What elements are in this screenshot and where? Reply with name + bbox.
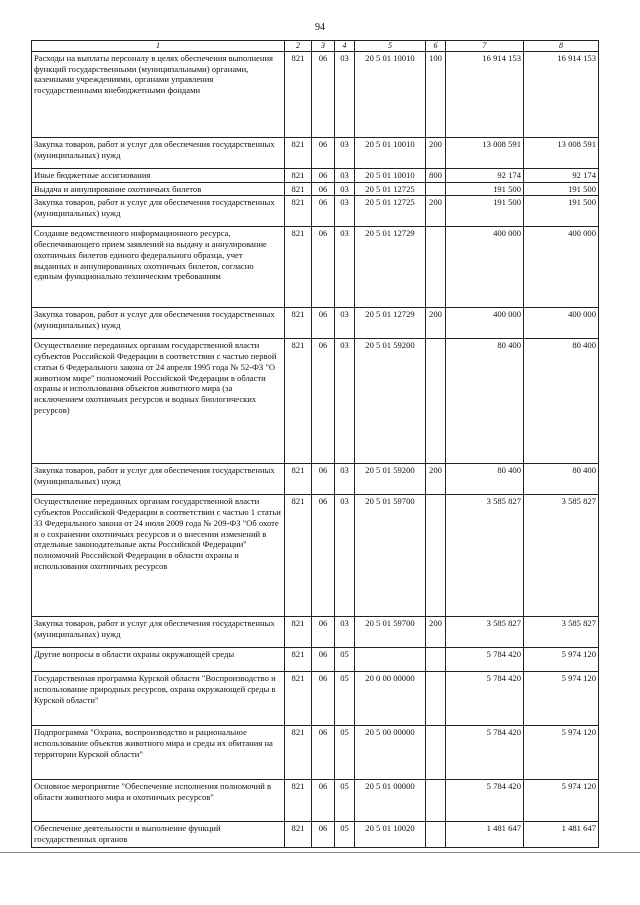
col-header-sum-year1: 7 [446, 41, 524, 52]
row-sum-year1: 16 914 153 [446, 52, 524, 138]
row-sum-year1: 13 008 591 [446, 138, 524, 169]
row-name: Выдача и аннулирование охотничьих билетов [32, 182, 285, 196]
row-subsection: 03 [335, 495, 355, 617]
row-grbs: 821 [285, 648, 312, 672]
table-row [32, 182, 599, 196]
col-header-grbs: 2 [285, 41, 312, 52]
row-section: 06 [312, 780, 335, 822]
row-sum-year1: 400 000 [446, 308, 524, 339]
row-sum-year2: 5 974 120 [524, 648, 599, 672]
row-sum-year1: 400 000 [446, 227, 524, 308]
row-target-article: 20 5 01 00000 [355, 780, 426, 822]
row-sum-year2: 13 008 591 [524, 138, 599, 169]
row-subsection: 05 [335, 672, 355, 726]
row-name: Осуществление переданных органам государственной власти субъектов Российской Федерации в соответствии с частью 1 статьи 33 Федерального закона от 24 июля 2009 года № 209-ФЗ "Об охоте и о сохранении охотничьих ресурсов и о внесении изменений в отдельные законодательные акты Российской Федерации" полномочий Российской Федерации в области охраны и использования охотничьих ресурсов [32, 495, 285, 617]
row-grbs: 821 [285, 495, 312, 617]
row-expense-type [426, 648, 446, 672]
row-expense-type [426, 780, 446, 822]
row-subsection: 03 [335, 339, 355, 464]
col-header-target-article: 5 [355, 41, 426, 52]
row-expense-type: 800 [426, 169, 446, 183]
row-section: 06 [312, 169, 335, 183]
table-row [32, 495, 599, 617]
col-header-sum-year2: 8 [524, 41, 599, 52]
row-section: 06 [312, 196, 335, 227]
row-target-article [355, 648, 426, 672]
row-grbs: 821 [285, 308, 312, 339]
row-sum-year1: 3 585 827 [446, 617, 524, 648]
row-section: 06 [312, 495, 335, 617]
row-sum-year2: 3 585 827 [524, 495, 599, 617]
row-name: Другие вопросы в области охраны окружающей среды [32, 648, 285, 672]
table-row [32, 138, 599, 169]
row-expense-type [426, 182, 446, 196]
row-sum-year1: 5 784 420 [446, 672, 524, 726]
row-target-article: 20 5 01 10010 [355, 169, 426, 183]
row-grbs: 821 [285, 464, 312, 495]
row-subsection: 03 [335, 464, 355, 495]
table-row [32, 648, 599, 672]
row-section: 06 [312, 648, 335, 672]
row-section: 06 [312, 308, 335, 339]
row-expense-type [426, 672, 446, 726]
row-section: 06 [312, 726, 335, 780]
row-grbs: 821 [285, 169, 312, 183]
row-sum-year1: 80 400 [446, 464, 524, 495]
row-section: 06 [312, 227, 335, 308]
row-subsection: 03 [335, 52, 355, 138]
row-sum-year2: 1 481 647 [524, 822, 599, 848]
row-target-article: 20 5 01 10010 [355, 138, 426, 169]
row-sum-year2: 92 174 [524, 169, 599, 183]
row-target-article: 20 5 01 10020 [355, 822, 426, 848]
row-subsection: 05 [335, 648, 355, 672]
row-section: 06 [312, 464, 335, 495]
row-name: Закупка товаров, работ и услуг для обеспечения государственных (муниципальных) нужд [32, 196, 285, 227]
row-subsection: 05 [335, 726, 355, 780]
row-target-article: 20 5 01 12729 [355, 308, 426, 339]
row-name: Закупка товаров, работ и услуг для обеспечения государственных (муниципальных) нужд [32, 617, 285, 648]
row-subsection: 03 [335, 227, 355, 308]
row-grbs: 821 [285, 780, 312, 822]
table-row [32, 726, 599, 780]
row-expense-type [426, 495, 446, 617]
row-sum-year2: 5 974 120 [524, 726, 599, 780]
page-bottom-rule [0, 852, 640, 853]
row-section: 06 [312, 52, 335, 138]
row-sum-year1: 92 174 [446, 169, 524, 183]
row-name: Основное мероприятие "Обеспечение исполнения полномочий в области животного мира и охотничьих ресурсов" [32, 780, 285, 822]
col-header-name: 1 [32, 41, 285, 52]
row-sum-year1: 1 481 647 [446, 822, 524, 848]
row-expense-type: 100 [426, 52, 446, 138]
row-expense-type: 200 [426, 617, 446, 648]
row-grbs: 821 [285, 227, 312, 308]
row-target-article: 20 5 01 12729 [355, 227, 426, 308]
row-sum-year2: 80 400 [524, 464, 599, 495]
row-expense-type [426, 339, 446, 464]
row-sum-year2: 400 000 [524, 227, 599, 308]
budget-table [31, 40, 599, 848]
row-name: Обеспечение деятельности и выполнение функций государственных органов [32, 822, 285, 848]
row-sum-year2: 191 500 [524, 196, 599, 227]
row-grbs: 821 [285, 822, 312, 848]
row-grbs: 821 [285, 617, 312, 648]
row-name: Закупка товаров, работ и услуг для обеспечения государственных (муниципальных) нужд [32, 308, 285, 339]
row-target-article: 20 5 01 59200 [355, 464, 426, 495]
row-target-article: 20 0 00 00000 [355, 672, 426, 726]
row-sum-year2: 16 914 153 [524, 52, 599, 138]
row-target-article: 20 5 01 10010 [355, 52, 426, 138]
row-sum-year1: 191 500 [446, 196, 524, 227]
row-name: Иные бюджетные ассигнования [32, 169, 285, 183]
col-header-subsection: 4 [335, 41, 355, 52]
row-subsection: 03 [335, 308, 355, 339]
row-sum-year2: 400 000 [524, 308, 599, 339]
row-grbs: 821 [285, 339, 312, 464]
row-subsection: 03 [335, 169, 355, 183]
row-expense-type: 200 [426, 308, 446, 339]
row-section: 06 [312, 182, 335, 196]
row-section: 06 [312, 138, 335, 169]
table-row [32, 339, 599, 464]
table-row [32, 169, 599, 183]
row-target-article: 20 5 01 59200 [355, 339, 426, 464]
row-grbs: 821 [285, 672, 312, 726]
column-header-row [32, 41, 599, 52]
table-row [32, 617, 599, 648]
col-header-section: 3 [312, 41, 335, 52]
row-subsection: 05 [335, 822, 355, 848]
row-sum-year2: 191 500 [524, 182, 599, 196]
row-name: Расходы на выплаты персоналу в целях обеспечения выполнения функций государственными (муниципальными) органами, казенными учреждениями, органами управления государственными внебюджетными фондами [32, 52, 285, 138]
row-name: Закупка товаров, работ и услуг для обеспечения государственных (муниципальных) нужд [32, 138, 285, 169]
row-name: Государственная программа Курской области "Воспроизводство и использование природных ресурсов, охрана окружающей среды в Курской области" [32, 672, 285, 726]
row-grbs: 821 [285, 726, 312, 780]
row-expense-type [426, 227, 446, 308]
row-sum-year1: 5 784 420 [446, 726, 524, 780]
table-row [32, 52, 599, 138]
row-sum-year1: 5 784 420 [446, 780, 524, 822]
row-subsection: 03 [335, 138, 355, 169]
row-grbs: 821 [285, 196, 312, 227]
row-target-article: 20 5 01 12725 [355, 182, 426, 196]
row-target-article: 20 5 01 59700 [355, 495, 426, 617]
table-row [32, 672, 599, 726]
row-sum-year2: 5 974 120 [524, 672, 599, 726]
row-target-article: 20 5 00 00000 [355, 726, 426, 780]
table-row [32, 780, 599, 822]
row-expense-type [426, 822, 446, 848]
row-sum-year1: 3 585 827 [446, 495, 524, 617]
row-grbs: 821 [285, 138, 312, 169]
row-section: 06 [312, 822, 335, 848]
table-row [32, 308, 599, 339]
table-row [32, 822, 599, 848]
row-section: 06 [312, 672, 335, 726]
row-grbs: 821 [285, 182, 312, 196]
row-subsection: 03 [335, 196, 355, 227]
table-row [32, 196, 599, 227]
row-target-article: 20 5 01 59700 [355, 617, 426, 648]
table-row [32, 464, 599, 495]
table-body [32, 52, 599, 848]
row-section: 06 [312, 617, 335, 648]
row-expense-type: 200 [426, 196, 446, 227]
table-row [32, 227, 599, 308]
row-sum-year2: 3 585 827 [524, 617, 599, 648]
page-number: 94 [315, 22, 325, 33]
row-sum-year1: 5 784 420 [446, 648, 524, 672]
row-grbs: 821 [285, 52, 312, 138]
row-subsection: 03 [335, 182, 355, 196]
row-expense-type: 200 [426, 464, 446, 495]
row-name: Подпрограмма "Охрана, воспроизводство и рациональное использование объектов животного мира и среды их обитания на территории Курской области" [32, 726, 285, 780]
row-sum-year1: 80 400 [446, 339, 524, 464]
col-header-expense-type: 6 [426, 41, 446, 52]
row-expense-type: 200 [426, 138, 446, 169]
row-name: Осуществление переданных органам государственной власти субъектов Российской Федерации в соответствии с частью первой статьи 6 Федерального закона от 24 апреля 1995 года № 52-ФЗ "О животном мире" полномочий Российской Федерации в области охраны и использования объектов животного мира (за исключением охотничьих ресурсов и водных биологических ресурсов) [32, 339, 285, 464]
row-section: 06 [312, 339, 335, 464]
row-sum-year2: 5 974 120 [524, 780, 599, 822]
row-sum-year1: 191 500 [446, 182, 524, 196]
row-name: Создание ведомственного информационного ресурса, обеспечивающего прием заявлений на выдачу и аннулирование охотничьих билетов единого федерального образца, учет выданных и аннулированных охотничьих билетов, согласно единым функционально техническим требованиям [32, 227, 285, 308]
row-subsection: 03 [335, 617, 355, 648]
row-subsection: 05 [335, 780, 355, 822]
row-name: Закупка товаров, работ и услуг для обеспечения государственных (муниципальных) нужд [32, 464, 285, 495]
row-expense-type [426, 726, 446, 780]
row-sum-year2: 80 400 [524, 339, 599, 464]
row-target-article: 20 5 01 12725 [355, 196, 426, 227]
